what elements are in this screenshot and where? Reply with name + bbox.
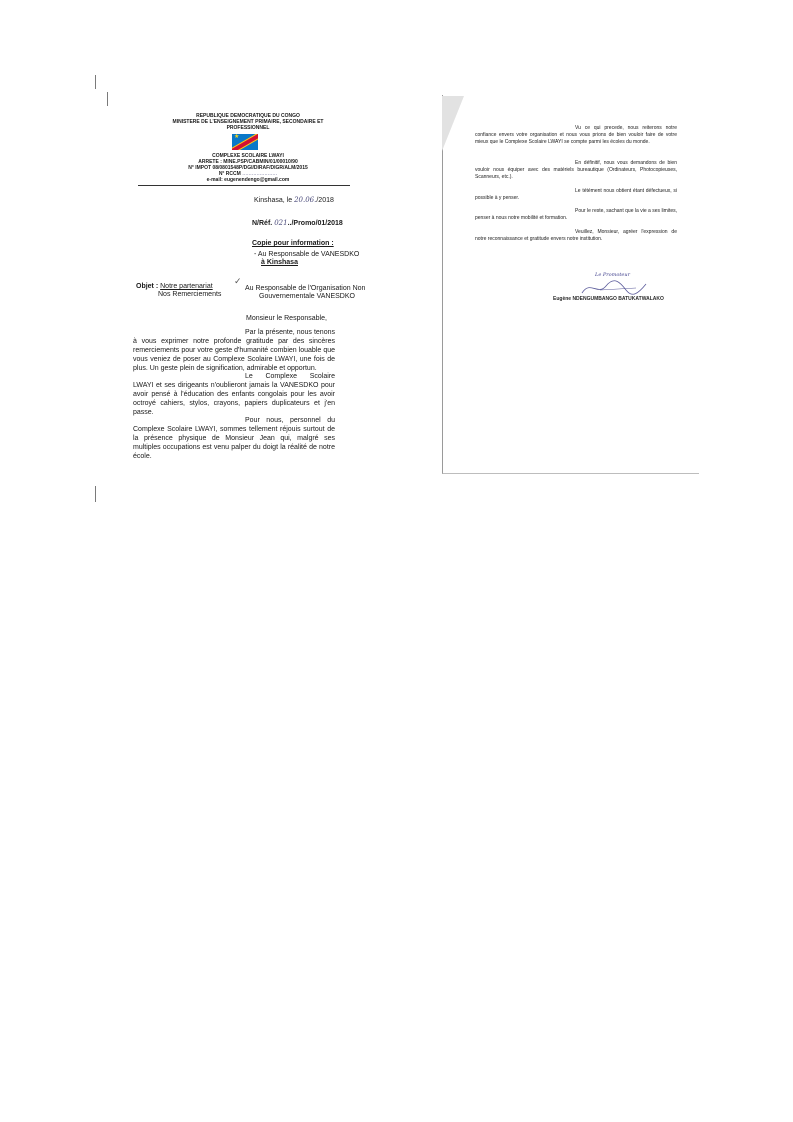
place-date: Kinshasa, le 20.06./2018 — [254, 196, 334, 204]
header-ministry: MINISTERE DE L'ENSEIGNEMENT PRIMAIRE, SECONDAIRE ET — [172, 119, 324, 125]
school-nrc: N° RCCM ...................... — [218, 171, 278, 177]
recipient-line-2: Gouvernementale VANESDKO — [259, 293, 355, 300]
copy-info-title: Copie pour information : — [252, 240, 334, 247]
subject-block: Objet : Notre partenariat — [136, 283, 213, 290]
signature-scribble-icon — [580, 278, 650, 298]
body-paragraph-2: Le Complexe Scolaire LWAYI et ses dirigeants n'oublieront jamais la VANESDKO pour avoir pensé à l'éducation des enfants congolais pour les avoir octroyé cahiers, stylos, crayons, papiers duplicateurs et j'en passe. — [133, 373, 335, 416]
scan-shadow — [442, 96, 464, 151]
right-paragraph-4: Pour le reste, sachant que la vie a ses limites, penser à nous notre mobilité et formation. — [475, 208, 677, 221]
subject-line-2: Nos Remerciements — [158, 291, 222, 298]
right-paragraph-2: En définitif, nous vous demandons de bien vouloir nous équiper avec des matériels bureautique (Ordinateurs, Photocopieuses, Scanneurs, etc.). — [475, 160, 677, 180]
signatory-name: Eugène NDENGUMBANGO BATUKATWALAKO — [553, 296, 664, 302]
scan-edge-mark — [95, 75, 96, 89]
school-email: e-mail: eugenendengo@gmail.com — [206, 177, 290, 183]
body-paragraph-3: Pour nous, personnel du Complexe Scolaire LWAYI, sommes tellement réjouis surtout de la présence physique de Monsieur Jean qui, malgré ses multiples occupations est venu palper du doigt la réalité de notre école. — [133, 417, 335, 460]
signature-title: Le Promoteur — [595, 272, 630, 278]
recipient-line-1: Au Responsable de l'Organisation Non — [245, 285, 366, 292]
right-letter-page — [442, 95, 699, 474]
school-name: COMPLEXE SCOLAIRE LWAYI — [212, 153, 284, 159]
header-ministry-2: PROFESSIONNEL — [226, 125, 270, 131]
right-paragraph-3: Le tétément nous obtient étant défectueux, si possible à y penser. — [475, 188, 677, 201]
right-paragraph-5: Veuillez, Monsieur, agréer l'expression de notre reconnaissance et gratitude envers notre institution. — [475, 229, 677, 242]
header-divider — [138, 185, 350, 186]
salutation: Monsieur le Responsable, — [246, 315, 327, 322]
scan-edge-mark — [107, 92, 108, 106]
right-paragraph-1: Vu ce qui precede, nous reiterons notre confiance envers votre organisation et nous vous prions de bien vouloir faire de votre mieux que le Complexe Scolaire LWAYI se compte parmi les écoles du monde. — [475, 125, 677, 145]
checkmark-icon: ✓ — [234, 276, 242, 286]
header-country: REPUBLIQUE DEMOCRATIQUE DU CONGO — [196, 113, 300, 119]
reference-number: N/Réf. 021../Promo/01/2018 — [252, 219, 343, 227]
school-arrete: ARRETE : MINE.PSP/CABMIN/01/00010/90 — [198, 159, 298, 165]
drc-flag-icon: ★ — [232, 134, 258, 150]
copy-info-recipient: - Au Responsable de VANESDKO — [254, 251, 360, 258]
scan-edge-mark — [95, 486, 96, 502]
school-impot: N° IMPOT 08/0801548P/DGI/DIRAF/DIGR/ALM/2015 — [188, 165, 308, 171]
copy-info-city: à Kinshasa — [261, 259, 298, 266]
body-paragraph-1: Par la présente, nous tenons à vous exprimer notre profonde gratitude par des sincères remerciements pour votre geste d'humanité combien louable que vous veniez de poser au Complexe Scolaire LWAYI, une fois de plus. Un geste plein de signification, admirable et opportun. — [133, 329, 335, 372]
